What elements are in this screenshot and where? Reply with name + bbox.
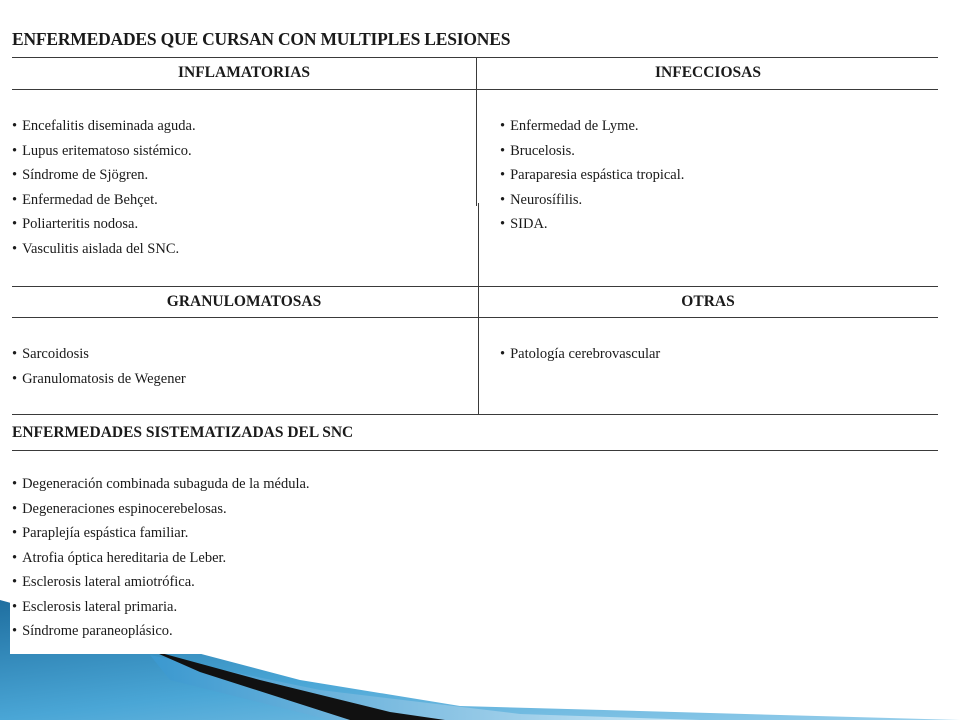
header-row-bottom-rule (12, 89, 938, 90)
list-item: • Enfermedad de Lyme. (500, 114, 684, 139)
column-divider-upper (476, 57, 477, 206)
list-item: • Paraplejía espástica familiar. (12, 521, 310, 546)
list-item: • Vasculitis aislada del SNC. (12, 237, 196, 262)
heading-inflamatorias: INFLAMATORIAS (177, 64, 311, 81)
list-inflamatorias (12, 114, 196, 261)
list-item: • SIDA. (500, 212, 684, 237)
list-item: • Atrofia óptica hereditaria de Leber. (12, 546, 310, 571)
document-title: ENFERMEDADES QUE CURSAN CON MULTIPLES LESIONES (12, 29, 511, 49)
list-item: • Esclerosis lateral primaria. (12, 595, 310, 620)
heading-infecciosas: INFECCIOSAS (655, 64, 761, 81)
table-top-rule (12, 57, 938, 58)
middle-header-bottom-rule (12, 317, 938, 318)
document-sheet (10, 22, 938, 654)
list-item: • Paraparesia espástica tropical. (500, 163, 684, 188)
list-infecciosas (500, 114, 684, 237)
list-otras (500, 342, 660, 367)
lower-header-bottom-rule (12, 450, 938, 451)
list-item: • Esclerosis lateral amiotrófica. (12, 570, 310, 595)
heading-granulomatosas: GRANULOMATOSAS (166, 293, 322, 310)
list-item: • Enfermedad de Behçet. (12, 188, 196, 213)
list-item: • Neurosífilis. (500, 188, 684, 213)
list-item: • Encefalitis diseminada aguda. (12, 114, 196, 139)
list-item: • Brucelosis. (500, 139, 684, 164)
list-item: • Síndrome paraneoplásico. (12, 619, 310, 644)
heading-sistematizadas: ENFERMEDADES SISTEMATIZADAS DEL SNC (12, 424, 354, 441)
lower-section-top-rule (12, 414, 938, 415)
list-item: • Degeneración combinada subaguda de la médula. (12, 472, 310, 497)
list-granulomatosas (12, 342, 186, 391)
list-item: • Síndrome de Sjögren. (12, 163, 196, 188)
heading-otras: OTRAS (681, 293, 735, 310)
list-item: • Poliarteritis nodosa. (12, 212, 196, 237)
list-item: • Granulomatosis de Wegener (12, 367, 186, 392)
list-item: • Lupus eritematoso sistémico. (12, 139, 196, 164)
list-item: • Patología cerebrovascular (500, 342, 660, 367)
list-sistematizadas (12, 472, 310, 644)
middle-section-top-rule (12, 286, 938, 287)
list-item: • Degeneraciones espinocerebelosas. (12, 497, 310, 522)
list-item: • Sarcoidosis (12, 342, 186, 367)
